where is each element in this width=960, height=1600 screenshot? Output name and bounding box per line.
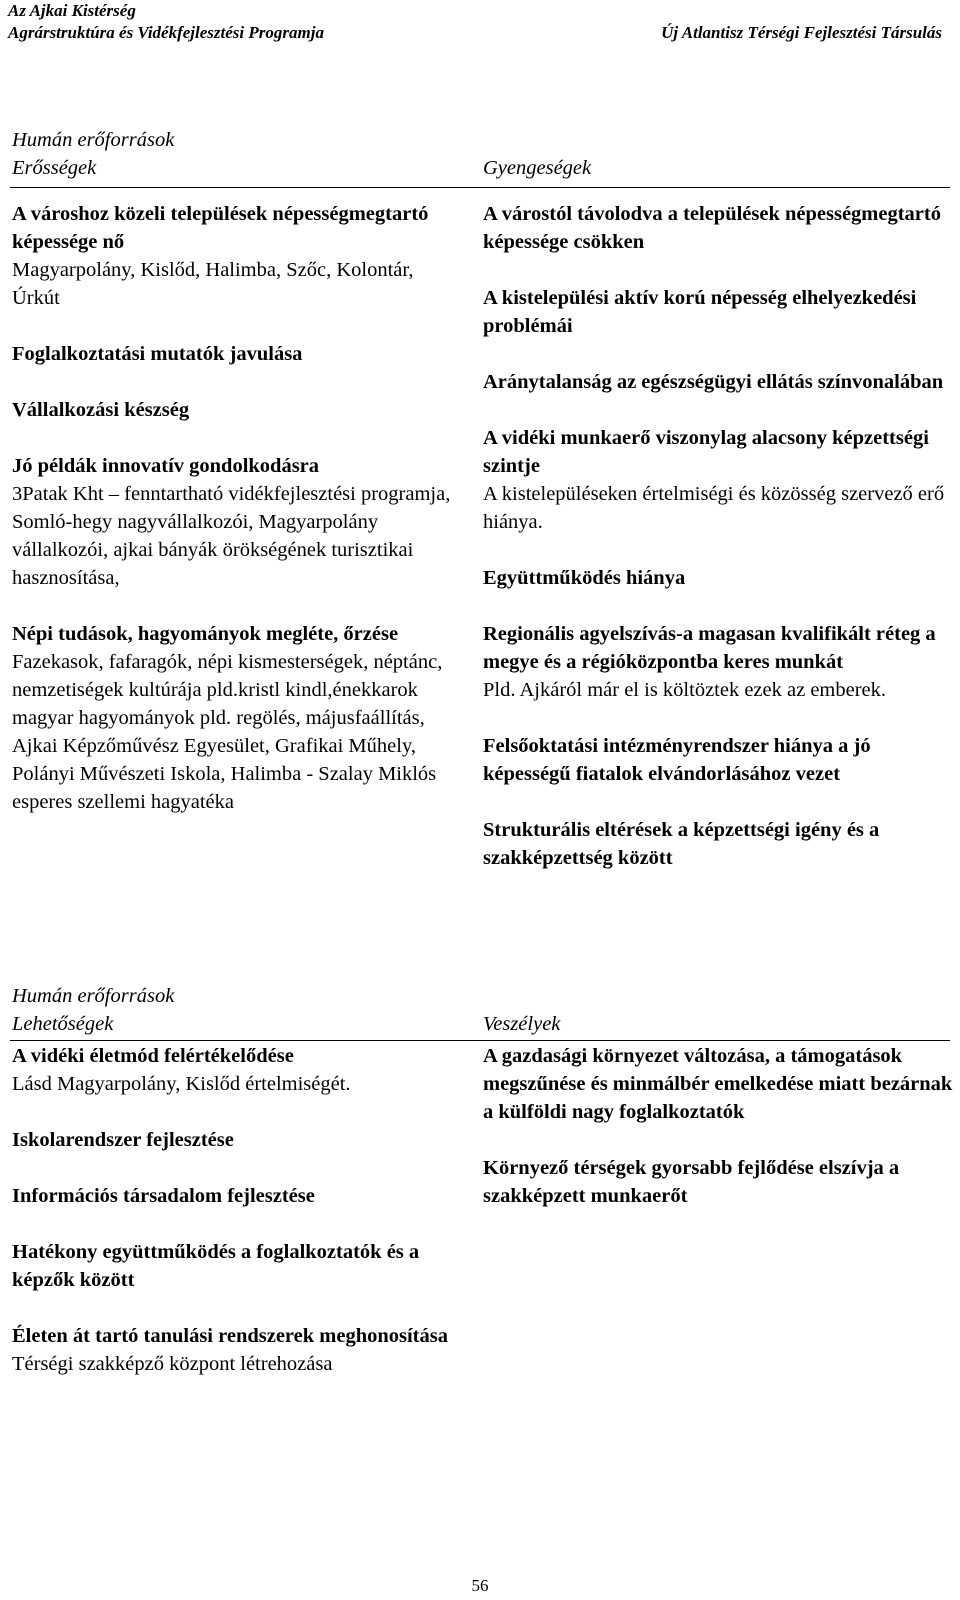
weakness-title: Felsőoktatási intézményrendszer hiánya a jó képességű fiatalok elvándorlásához vezet [483, 735, 871, 785]
page-number: 56 [471, 1576, 489, 1595]
weaknesses-list [483, 200, 953, 872]
threat-title: A gazdasági környezet változása, a támogatások megszűnése és minmálbér emelkedése miatt bezárnak a külföldi nagy foglalkoztatók [483, 1045, 953, 1123]
opportunities-heading: Lehetőségek [12, 1013, 114, 1035]
weakness-item [483, 424, 953, 536]
opportunity-item [12, 1042, 462, 1098]
strength-desc: 3Patak Kht – fenntartható vidékfejlesztési programja, Somló-hegy nagyvállalkozói, Magyarpolány vállalkozói, ajkai bányák örökségének turisztikai hasznosítása, [12, 483, 451, 589]
threat-item [483, 1042, 953, 1126]
strength-desc: Magyarpolány, Kislőd, Halimba, Szőc, Kolontár, Úrkút [12, 259, 414, 309]
header-right: Új Atlantisz Térségi Fejlesztési Társulás [661, 23, 942, 42]
opportunity-title: Iskolarendszer fejlesztése [12, 1129, 234, 1151]
header-title: Az Ajkai Kistérség [8, 1, 136, 20]
threat-item [483, 1154, 953, 1210]
weaknesses-heading: Gyengeségek [483, 157, 592, 179]
weakness-title: Aránytalanság az egészségügyi ellátás színvonalában [483, 371, 944, 393]
weakness-item [483, 564, 953, 592]
header-left [8, 0, 324, 44]
weakness-title: A kistelepülési aktív korú népesség elhelyezkedési problémái [483, 287, 917, 337]
strength-item [12, 620, 462, 816]
weakness-item [483, 620, 953, 704]
opportunity-item [12, 1126, 462, 1154]
weakness-title: Strukturális eltérések a képzettségi igény és a szakképzettség között [483, 819, 880, 869]
threats-header [483, 1010, 953, 1038]
opportunity-title: Információs társadalom fejlesztése [12, 1185, 315, 1207]
weakness-item [483, 732, 953, 788]
strength-item [12, 200, 462, 312]
opportunity-desc: Lásd Magyarpolány, Kislőd értelmiségét. [12, 1073, 351, 1095]
weakness-title: Regionális agyelszívás-a magasan kvalifikált réteg a megye és a régióközpontba keres munkát [483, 623, 936, 673]
header-subtitle: Agrárstruktúra és Vidékfejlesztési Programja [8, 23, 324, 42]
section-category: Humán erőforrások [12, 985, 175, 1007]
weakness-item [483, 816, 953, 872]
threat-title: Környező térségek gyorsabb fejlődése elszívja a szakképzett munkaerőt [483, 1157, 900, 1207]
strengths-list [12, 200, 462, 816]
strengths-column [12, 126, 462, 182]
strength-title: Foglalkoztatási mutatók javulása [12, 343, 303, 365]
opportunities-list [12, 1042, 462, 1378]
opportunity-title: A vidéki életmód felértékelődése [12, 1045, 294, 1067]
weakness-desc: A kistelepüléseken értelmiségi és közösség szervező erő hiánya. [483, 483, 945, 533]
section-divider-bottom [10, 1040, 950, 1041]
strength-title: Jó példák innovatív gondolkodásra [12, 455, 320, 477]
opportunity-item [12, 1182, 462, 1210]
strength-item [12, 340, 462, 368]
opportunities-header [12, 982, 462, 1038]
threats-list [483, 1042, 953, 1210]
strength-desc: Fazekasok, fafaragók, népi kismesterségek, néptánc, nemzetiségek kultúrája pld.kristl kindl,énekkarok magyar hagyományok pld. regölés, májusfaállítás, Ajkai Képzőművész Egyesület, Grafikai Műhely, Polányi Művészeti Iskola, Halimba - Szalay Miklós esperes szellemi hagyatéka [12, 651, 443, 813]
weakness-item [483, 200, 953, 256]
opportunity-item [12, 1238, 462, 1294]
threats-heading: Veszélyek [483, 1013, 561, 1035]
weakness-title: Együttműködés hiánya [483, 567, 686, 589]
opportunity-item [12, 1322, 462, 1378]
weakness-title: A vidéki munkaerő viszonylag alacsony képzettségi szintje [483, 427, 929, 477]
strengths-heading: Erősségek [12, 157, 97, 179]
weakness-item [483, 284, 953, 340]
strength-title: Vállalkozási készség [12, 399, 190, 421]
strength-title: Népi tudások, hagyományok megléte, őrzése [12, 623, 399, 645]
opportunity-title: Életen át tartó tanulási rendszerek meghonosítása [12, 1325, 448, 1347]
weakness-title: A várostól távolodva a települések népességmegtartó képessége csökken [483, 203, 941, 253]
strength-title: A városhoz közeli települések népességmegtartó képessége nő [12, 203, 429, 253]
strength-item [12, 452, 462, 592]
weakness-item [483, 368, 953, 396]
section-divider-top [10, 187, 950, 188]
opportunity-desc: Térségi szakképző központ létrehozása [12, 1353, 333, 1375]
weaknesses-heading-wrap [483, 154, 953, 182]
opportunity-title: Hatékony együttműködés a foglalkoztatók és a képzők között [12, 1241, 420, 1291]
section-category: Humán erőforrások [12, 129, 175, 151]
strength-item [12, 396, 462, 424]
weakness-desc: Pld. Ajkáról már el is költöztek ezek az emberek. [483, 679, 887, 701]
